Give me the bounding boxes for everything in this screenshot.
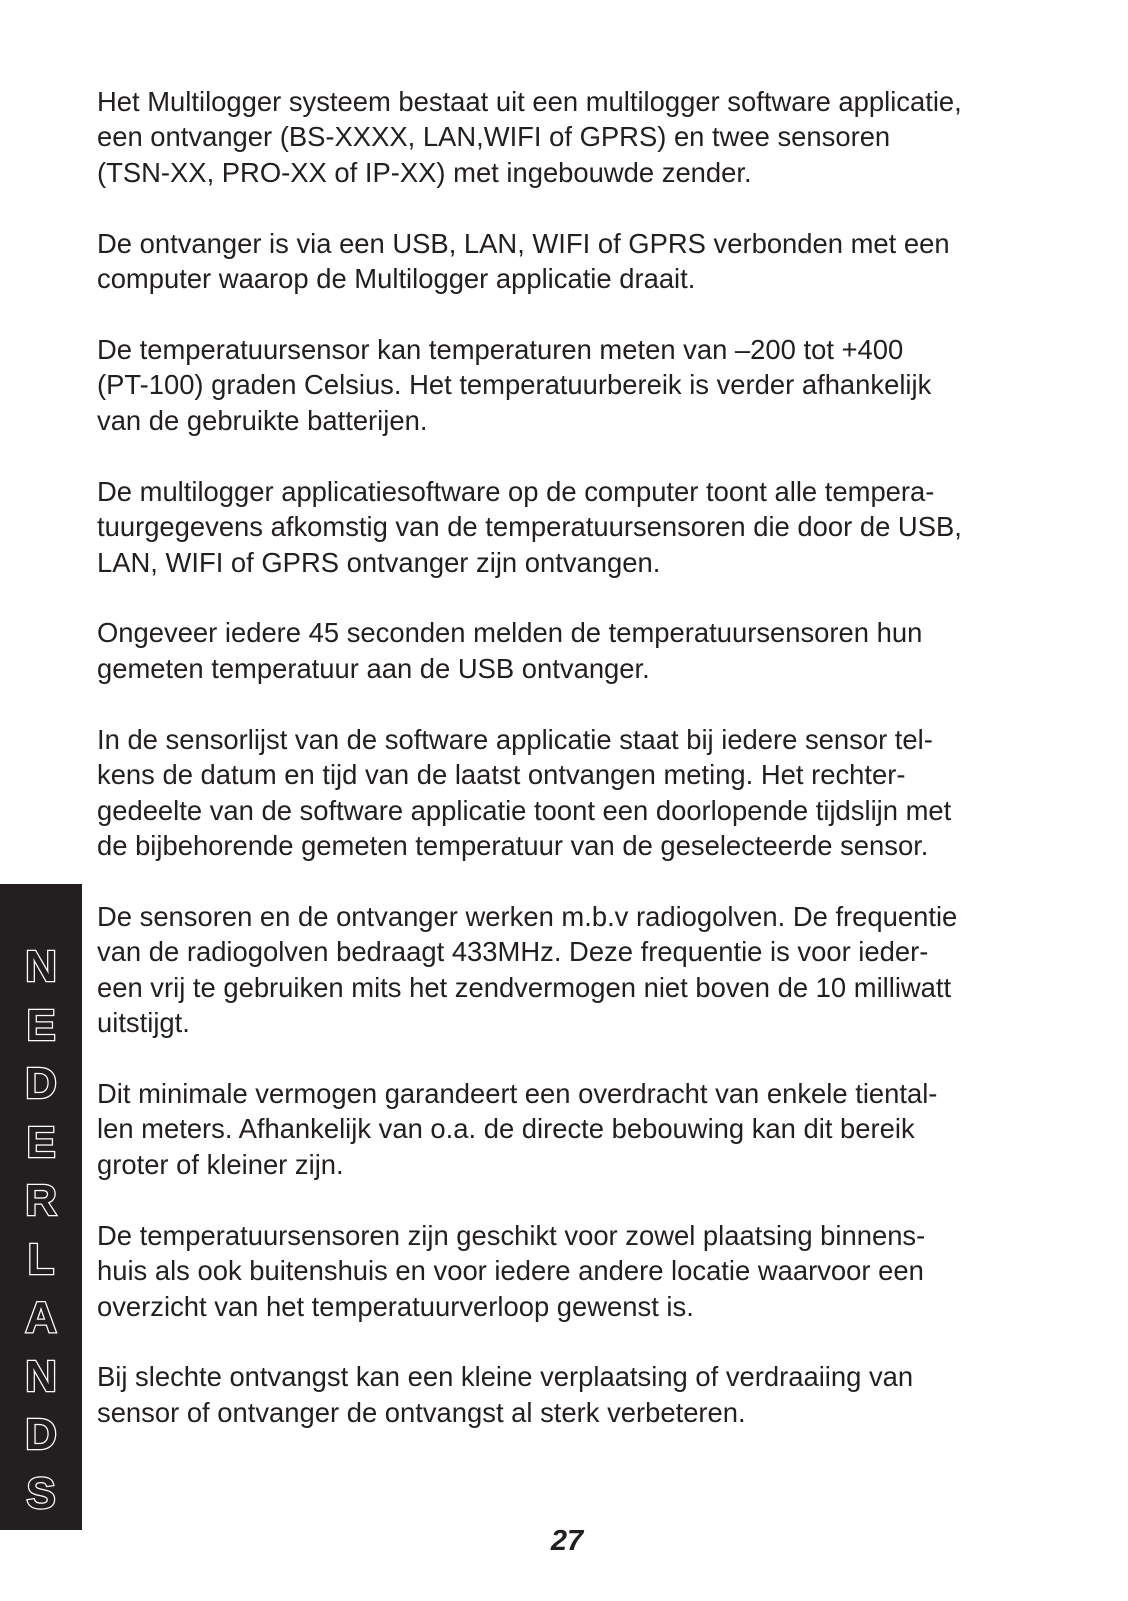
sidebar-letter: E bbox=[26, 1000, 56, 1050]
paragraph-9: De temperatuursensoren zijn geschikt voor zowel plaatsing binnens- huis als ook buitenshuis en voor iedere andere locatie waarvoor een overzicht van het temperatuurverloop gewenst is. bbox=[97, 1219, 926, 1322]
paragraph-8: Dit minimale vermogen garandeert een overdracht van enkele tiental- len meters. Afhankelijk van o.a. de directe bebouwing kan dit bereik groter of kleiner zijn. bbox=[97, 1078, 938, 1180]
paragraph-2: De ontvanger is via een USB, LAN, WIFI of GPRS verbonden met een computer waarop de Multilogger applicatie draait. bbox=[97, 227, 950, 295]
paragraph-5: Ongeveer iedere 45 seconden melden de temperatuursensoren hun gemeten temperatuur aan de USB ontvanger. bbox=[97, 617, 923, 684]
paragraph-1: Het Multilogger systeem bestaat uit een multilogger software applicatie, een ontvanger (BS-XXXX, LAN,WIFI of GPRS) en twee sensoren (TSN-XX, PRO-XX of IP-XX) met ingebouwde zender. bbox=[97, 86, 962, 188]
paragraph-6: In de sensorlijst van de software applicatie staat bij iedere sensor tel- kens de datum en tijd van de laatst ontvangen meting. Het rechter- gedeelte van de software applicatie toont een doorlopende tijdslijn met de bijbehorende gemeten temperatuur van de geselecteerde sensor. bbox=[97, 723, 952, 861]
language-sidebar-label bbox=[0, 938, 82, 1523]
sidebar-letter: E bbox=[26, 1117, 56, 1167]
paragraph-4: De multilogger applicatiesoftware op de computer toont alle tempera- tuurgegevens afkomstig van de temperatuursensoren die door de USB, LAN, WIFI of GPRS ontvanger zijn ontvangen. bbox=[97, 475, 962, 578]
sidebar-letter: R bbox=[25, 1176, 57, 1225]
paragraph-7: De sensoren en de ontvanger werken m.b.v radiogolven. De frequentie van de radiogolven bedraagt 433MHz. Deze frequentie is voor ieder- een vrij te gebruiken mits het zendvermogen niet boven de 10 milliwatt uitstijgt. bbox=[97, 900, 958, 1039]
page-number: 27 bbox=[550, 1525, 584, 1557]
sidebar-letter: L bbox=[27, 1234, 55, 1284]
main-text bbox=[97, 84, 1057, 1430]
sidebar-letter: N bbox=[25, 942, 57, 991]
sidebar-letter: A bbox=[25, 1293, 57, 1342]
paragraph-3: De temperatuursensor kan temperaturen meten van –200 tot +400 (PT-100) graden Celsius. Het temperatuurbereik is verder afhankelijk van de gebruikte batterijen. bbox=[97, 334, 932, 436]
sidebar-letter: S bbox=[26, 1468, 56, 1518]
sidebar-letter: D bbox=[25, 1059, 57, 1108]
sidebar-letter: D bbox=[25, 1410, 57, 1459]
sidebar-letter: N bbox=[25, 1351, 57, 1401]
paragraph-10: Bij slechte ontvangst kan een kleine verplaatsing of verdraaiing van sensor of ontvanger de ontvangst al sterk verbeteren. bbox=[97, 1361, 914, 1428]
